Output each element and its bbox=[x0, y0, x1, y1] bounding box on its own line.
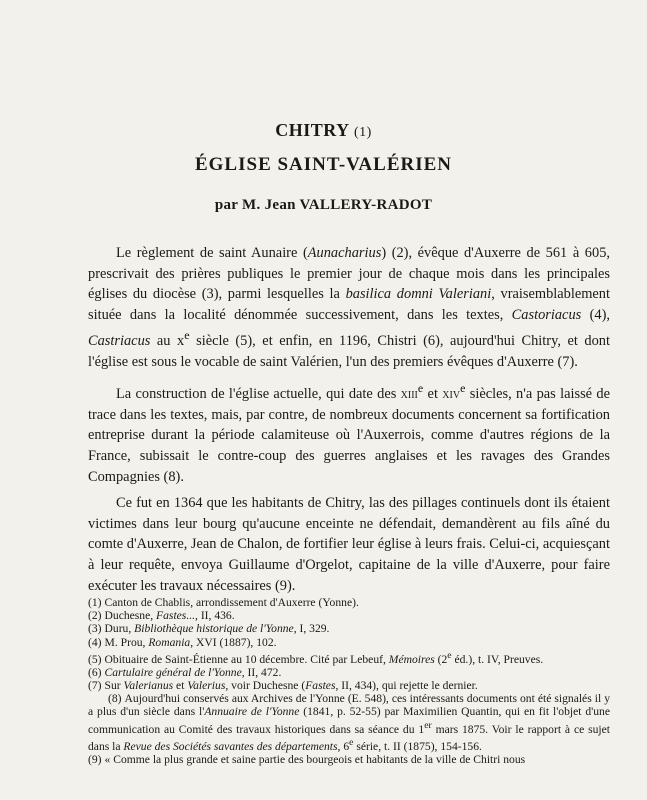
title-footnote-ref: (1) bbox=[353, 125, 372, 140]
footnote-8: (8) Aujourd'hui conservés aux Archives de l'Yonne (E. 548), ces intéressants documents ont été signalés il y a plus d'un siècle dans l'Annuaire de l'Yonne (1841, p. 52-55) par Maximilien Quantin, qui en fit l'objet d'une communication au Comité des travaux historiques dans sa séance du 1er mars 1875. Voir le rapport à ce sujet dans la Revue des Sociétés savantes des départements, 6e série, t. II (1875), 154-156. bbox=[88, 692, 610, 753]
footnote-5: (5) Obituaire de Saint-Étienne au 10 décembre. Cité par Lebeuf, Mémoires (2e éd.), t. IV, Preuves. bbox=[88, 649, 544, 666]
article-subtitle: ÉGLISE SAINT-VALÉRIEN bbox=[194, 154, 452, 175]
footnote-2: (2) Duchesne, Fastes..., II, 436. bbox=[88, 609, 235, 623]
footnote-1: (1) Canton de Chablis, arrondissement d'Auxerre (Yonne). bbox=[88, 596, 359, 609]
footnote-9: (9) « Comme la plus grande et saine partie des bourgeois et habitants de la ville de Chitri nous bbox=[88, 752, 526, 766]
footnote-3: (3) Duru, Bibliothèque historique de l'Yonne, I, 329. bbox=[88, 622, 330, 636]
footnotes bbox=[88, 596, 610, 766]
title-text: CHITRY bbox=[275, 120, 349, 140]
footnote-6: (6) Cartulaire général de l'Yonne, II, 472. bbox=[88, 665, 282, 679]
article-author: par M. Jean VALLERY-RADOT bbox=[214, 197, 433, 213]
footnote-7: (7) Sur Valerianus et Valerius, voir Duchesne (Fastes, II, 434), qui rejette le dernier. bbox=[88, 679, 478, 693]
footnote-4: (4) M. Prou, Romania, XVI (1887), 102. bbox=[88, 635, 277, 649]
article-title bbox=[0, 120, 647, 141]
paragraph-1: Le règlement de saint Aunaire (Aunacharius) (2), évêque d'Auxerre de 561 à 605, prescrivait des prières publiques le premier jour de chaque mois dans les principales églises du diocèse (3), parmi lesquelles la basilica domni Valeriani, vraisemblablement située dans la localité dénommée successivement, dans les textes, Castoriacus (4), Castriacus au $x^e$ siècle (5), et enfin, en 1196, Chistri (6), aujourd'hui Chitry, et dont l'église est sous le vocable de saint Valérien, l'un des premiers évêques d'Auxerre (7). bbox=[88, 245, 611, 370]
paragraph-3: Ce fut en 1364 que les habitants de Chitry, las des pillages continuels dont ils étaient victimes dans leur bourg qu'aucune enceinte ne défendait, demandèrent au fils aîné du comte d'Auxerre, Jean de Chalon, de fortifier leur église à leurs frais. Celui-ci, acquiesçant à leur requête, envoya Guillaume d'Orgelot, capitaine de la ville d'Auxerre, pour faire exécuter les travaux nécessaires (9). bbox=[88, 495, 610, 594]
paragraph-2: La construction de l'église actuelle, qui date des xiii$^e$ et xiv$^e$ siècles, n'a pas laissé de trace dans les textes, mais, par contre, de nombreux documents concernent sa fortification entreprise durant la période calamiteuse où l'Auxerrois, comme d'autres régions de la France, subissait le contre-coup des guerres anglaises et les ravages des Grandes Compagnies (8). bbox=[88, 381, 610, 485]
article-body bbox=[88, 243, 610, 596]
